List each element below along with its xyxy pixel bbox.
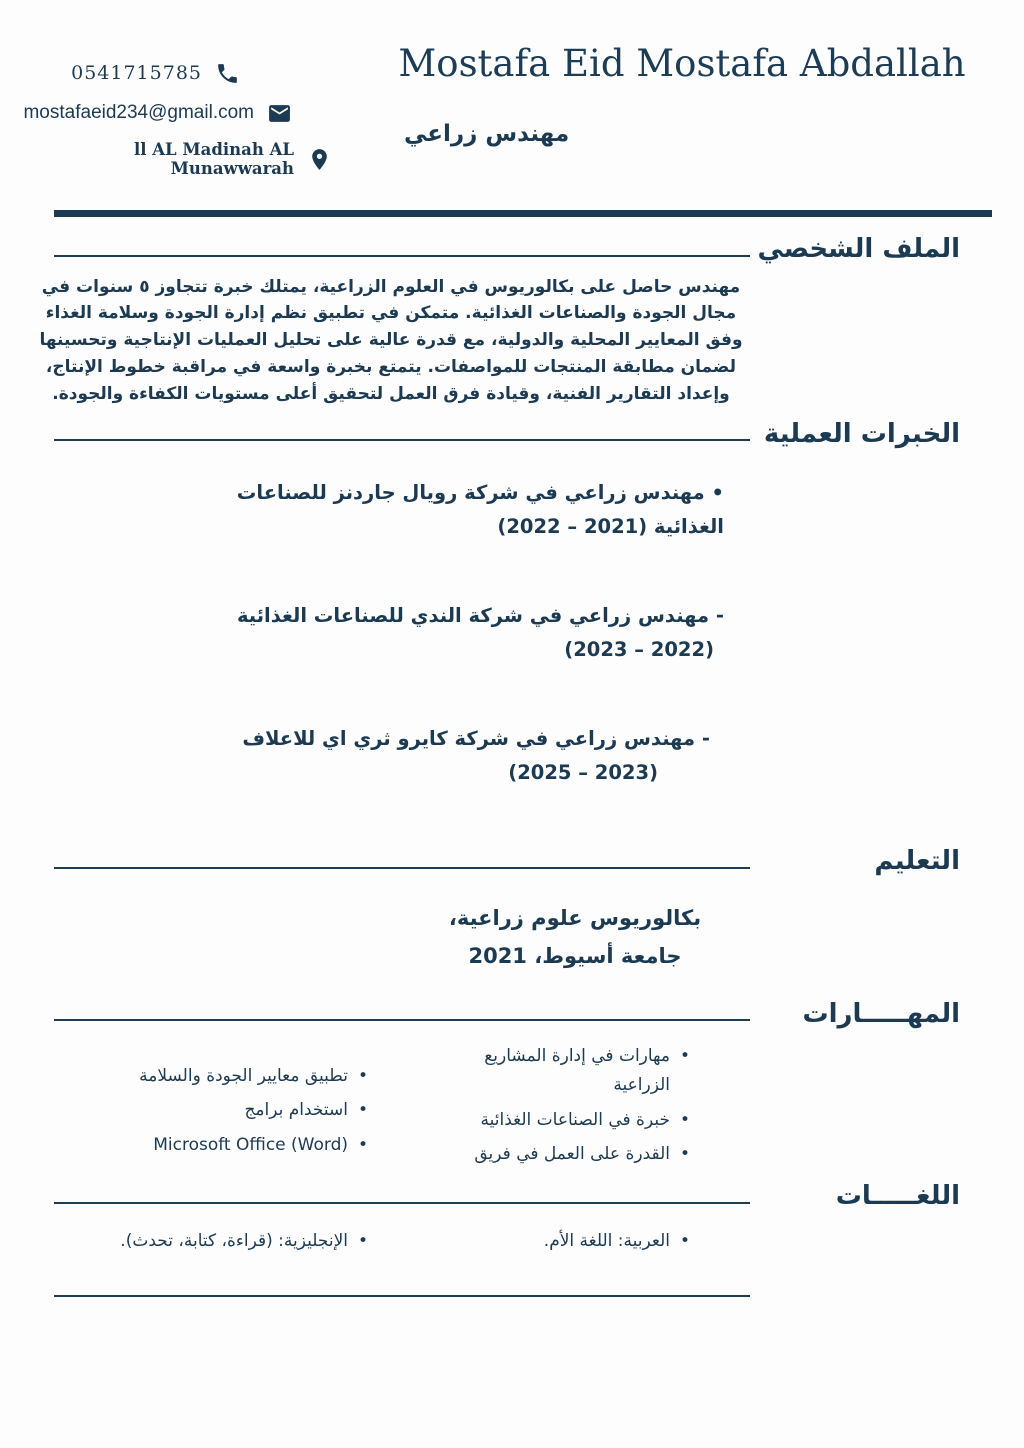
profile-rule (54, 255, 750, 257)
section-profile (32, 233, 992, 408)
phone-number: 0541715785 (71, 62, 202, 84)
education-university: جامعة أسيوط، 2021 (468, 943, 682, 968)
experience-rule (54, 439, 750, 441)
experience-body (32, 450, 750, 789)
skill-item: • مهارات في إدارة المشاريع الزراعية (438, 1042, 692, 1100)
experience-item-title: - مهندس زراعي في شركة كايرو ثري اي للاعلاف (242, 727, 710, 751)
profile-heading: الملف الشخصي (757, 234, 960, 264)
languages-heading-row (32, 1180, 992, 1213)
skills-column-right (420, 1042, 750, 1174)
experience-item-dates: الغذائية (2021 – 2022) (497, 514, 724, 538)
experience-heading: الخبرات العملية (763, 418, 960, 449)
skill-item: • استخدام برامج (32, 1096, 370, 1125)
person-name: Mostafa Eid Mostafa Abdallah (398, 42, 966, 85)
experience-item (32, 476, 750, 543)
experience-item (32, 599, 750, 666)
profile-text: مهندس حاصل على بكالوريوس في العلوم الزراعية، يمتلك خبرة تتجاوز ٥ سنوات في مجال الجودة والصناعات الغذائية. متمكن في تطبيق نظم إدارة الجودة وسلامة الغذاء وفق المعايير المحلية والدولية، مع قدرة عالية على تحليل العمليات الإنتاجية وتحسينها لضمان مطابقة المنتجات للمواصفات. يتمتع بخبرة واسعة في مراقبة خطوط الإنتاج، وإعداد التقارير الفنية، وقيادة فرق العمل لتحقيق أعلى مستويات الكفاءة والجودة. (39, 276, 743, 404)
sections (32, 233, 992, 1297)
education-degree: بكالوريوس علوم زراعية، (448, 905, 702, 930)
experience-item-dates: (2023 – 2025) (508, 760, 658, 784)
languages-body (32, 1227, 750, 1261)
section-languages (32, 1180, 992, 1261)
contact-email-row (23, 98, 292, 128)
skills-heading-row (32, 998, 992, 1031)
experience-item (32, 722, 750, 789)
header-divider (54, 210, 992, 217)
skills-body (32, 1042, 750, 1174)
section-skills (32, 998, 992, 1174)
location-text: ll AL Madinah AL Munawwarah (133, 140, 294, 178)
header (23, 34, 992, 184)
experience-heading-row (32, 418, 992, 451)
mail-icon (267, 101, 292, 126)
profile-body (32, 274, 750, 408)
experience-item-title: - مهندس زراعي في شركة الندي للصناعات الغذائية (236, 604, 724, 628)
skill-item: • Microsoft Office (Word) (32, 1131, 370, 1160)
education-body (32, 900, 750, 976)
education-rule (54, 867, 750, 869)
education-heading: التعليم (874, 846, 960, 877)
contact-phone-row (32, 58, 240, 88)
skill-item: • خبرة في الصناعات الغذائية (438, 1106, 692, 1135)
phone-icon (215, 61, 240, 86)
experience-item-title: • مهندس زراعي في شركة رويال جاردنز للصناعات (236, 481, 724, 505)
skill-item: • تطبيق معايير الجودة والسلامة (32, 1062, 370, 1091)
language-item: • العربية: اللغة الأم. (420, 1227, 692, 1256)
bottom-divider (54, 1295, 750, 1297)
languages-heading: اللغـــــات (835, 1181, 960, 1212)
skills-column-left (32, 1042, 410, 1174)
education-entry (400, 900, 750, 976)
header-main (372, 34, 992, 147)
contact-block (23, 34, 372, 184)
email-address: mostafaeid234@gmail.com (23, 102, 254, 123)
skills-rule (54, 1019, 750, 1021)
contact-location-row (32, 140, 332, 178)
language-arabic (420, 1227, 750, 1261)
section-experience (32, 418, 992, 790)
education-heading-row (32, 845, 992, 878)
experience-item-dates: (2022 – 2023) (564, 637, 714, 661)
job-title: مهندس زراعي (404, 121, 570, 147)
pin-icon (307, 147, 332, 172)
profile-heading-row (32, 233, 992, 266)
skill-item: • القدرة على العمل في فريق (438, 1140, 692, 1169)
language-english (32, 1227, 410, 1261)
language-item: • الإنجليزية: (قراءة، كتابة، تحدث). (32, 1227, 370, 1256)
skills-heading: المهـــــارات (802, 998, 960, 1029)
languages-rule (54, 1202, 750, 1204)
section-education (32, 845, 992, 975)
